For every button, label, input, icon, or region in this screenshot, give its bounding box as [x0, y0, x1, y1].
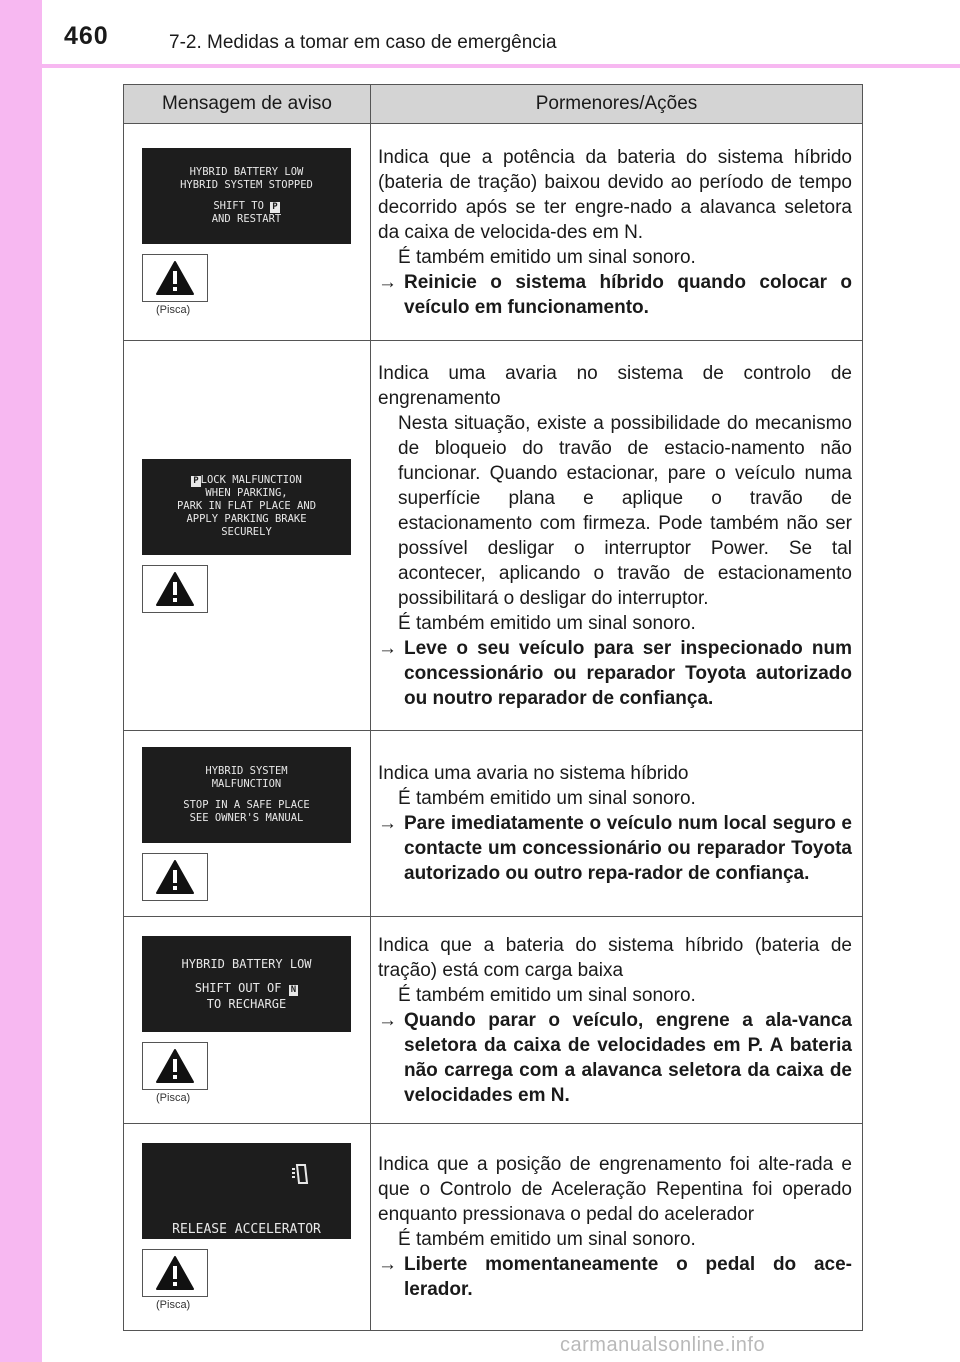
action-label: Liberte momentaneamente o pedal do ace-lerador.	[404, 1254, 852, 1300]
message-cell	[124, 1124, 371, 1331]
display-line: SECURELY	[221, 526, 272, 538]
action-text	[378, 1252, 852, 1302]
action-label: Pare imediatamente o veículo num local seguro e contacte um concessionário ou reparador Toyota autorizado ou outro repa-rador de confiança.	[404, 813, 852, 884]
display-screen	[142, 1143, 351, 1239]
action-text	[378, 270, 852, 320]
arrow-icon: →	[378, 271, 397, 293]
action-text	[378, 636, 852, 711]
arrow-icon: →	[378, 1254, 397, 1275]
message-cell	[124, 124, 371, 341]
note-text: É também emitido um sinal sonoro.	[398, 984, 696, 1006]
page-number: 460	[64, 22, 109, 50]
warning-triangle-icon	[142, 853, 208, 901]
details-cell	[371, 1124, 863, 1331]
action-label: Quando parar o veículo, engrene a ala-vanca seletora da caixa de velocidades em P. A bateria não carrega com a alavanca seletora da caixa de velocidades em N.	[404, 1009, 852, 1106]
display-line: MALFUNCTION	[211, 777, 282, 790]
description-text: Indica que a posição de engrenamento foi alte-rada e que o Controlo de Aceleração Repentina foi operado enquanto pressionava o pedal do acelerador	[378, 1154, 852, 1225]
display-line: HYBRID BATTERY LOW	[189, 166, 304, 178]
neutral-badge-icon: N	[290, 985, 297, 995]
display-line: RELEASE ACCELERATOR	[172, 1222, 321, 1237]
action-label: Reinicie o sistema híbrido quando colocar o veículo em funcionamento.	[404, 271, 852, 318]
display-line: LOCK MALFUNCTION	[200, 474, 302, 486]
detail-indent-text: Nesta situação, existe a possibilidade do mecanismo de bloqueio do travão de estacio-namento não funcionar. Quando estacionar, pare o veículo numa superfície plana e aplique o travão de estacionamento com firmeza. Pode também não ser possível desligar o interruptor Power. Se tal acontecer, aplicando o travão de estacionamento possibilitará o desligar do interruptor.	[398, 412, 852, 609]
chapter-title: 7-2. Medidas a tomar em caso de emergência	[169, 32, 557, 53]
watermark: carmanualsonline.info	[560, 1334, 766, 1356]
message-cell	[124, 341, 371, 731]
note-text: É também emitido um sinal sonoro.	[398, 612, 696, 634]
display-line: STOP IN A SAFE PLACE	[183, 798, 310, 811]
action-text	[378, 811, 852, 886]
display-line: SHIFT OUT OF	[194, 981, 282, 995]
description-text: Indica que a potência da bateria do sistema híbrido (bateria de tração) baixou devido ao período de tempo decorrido após se ter engre-nado a alavanca seletora da caixa de velocida-des em N.	[378, 146, 852, 243]
arrow-icon: →	[378, 813, 397, 834]
details-cell	[371, 917, 863, 1124]
note-text: É também emitido um sinal sonoro.	[398, 1229, 696, 1250]
details-cell	[371, 731, 863, 917]
table-row	[124, 341, 863, 731]
action-text	[378, 1008, 852, 1108]
warning-triangle-icon	[142, 254, 208, 302]
description-text: Indica uma avaria no sistema de controlo de engrenamento	[378, 362, 852, 409]
side-strip	[0, 0, 42, 1362]
details-cell	[371, 124, 863, 341]
warning-triangle-icon	[142, 1249, 208, 1297]
display-line: PARK IN FLAT PLACE AND	[176, 500, 317, 512]
display-line: HYBRID SYSTEM STOPPED	[180, 179, 313, 191]
arrow-icon: →	[378, 637, 397, 659]
warning-triangle-icon	[142, 1042, 208, 1090]
blink-label: (Pisca)	[156, 1092, 191, 1104]
warning-table	[123, 84, 863, 1331]
display-line: SEE OWNER'S MANUAL	[189, 811, 304, 824]
display-line: HYBRID SYSTEM	[205, 764, 288, 777]
description-text: Indica uma avaria no sistema híbrido	[378, 763, 689, 784]
description-text: Indica que a bateria do sistema híbrido (bateria de tração) está com carga baixa	[378, 934, 852, 981]
table-row	[124, 124, 863, 341]
page-header	[0, 0, 960, 64]
note-text: É também emitido um sinal sonoro.	[398, 246, 696, 268]
message-cell	[124, 731, 371, 917]
display-screen	[142, 936, 351, 1032]
table-row	[124, 731, 863, 917]
arrow-icon: →	[378, 1009, 397, 1031]
table-row	[124, 917, 863, 1124]
display-line: HYBRID BATTERY LOW	[181, 957, 312, 971]
park-badge-icon: P	[193, 476, 199, 486]
details-cell	[371, 341, 863, 731]
column-header-message: Mensagem de aviso	[124, 85, 371, 124]
blink-label: (Pisca)	[156, 304, 191, 316]
display-line: SHIFT TO	[213, 200, 264, 212]
warning-triangle-icon	[142, 565, 208, 613]
table-row	[124, 1124, 863, 1331]
header-rule	[0, 64, 960, 68]
display-line: TO RECHARGE	[206, 997, 287, 1011]
display-line: APPLY PARKING BRAKE	[186, 513, 307, 525]
display-line: WHEN PARKING,	[205, 487, 288, 499]
note-text: É também emitido um sinal sonoro.	[398, 788, 696, 809]
display-screen	[142, 459, 351, 555]
pedal-icon	[142, 1143, 351, 1211]
display-screen	[142, 747, 351, 843]
display-screen	[142, 148, 351, 244]
table-header-row	[124, 85, 863, 124]
blink-label: (Pisca)	[156, 1299, 191, 1311]
park-badge-icon: P	[272, 202, 278, 212]
display-line: AND RESTART	[211, 213, 282, 225]
action-label: Leve o seu veículo para ser inspecionado num concessionário ou reparador Toyota autorizado ou noutro reparador de confiança.	[404, 637, 852, 709]
message-cell	[124, 917, 371, 1124]
column-header-details: Pormenores/Ações	[371, 85, 863, 124]
